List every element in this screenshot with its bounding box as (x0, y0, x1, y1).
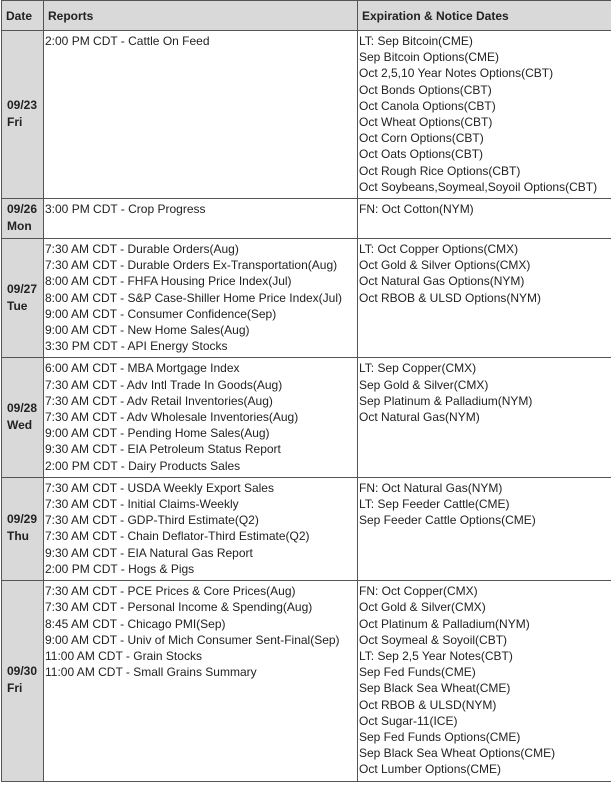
report-item: 2:00 PM CDT - Dairy Products Sales (45, 458, 241, 473)
expiration-item: Sep Feeder Cattle Options(CME) (359, 513, 536, 528)
expiration-item: Sep Bitcoin Options(CME) (359, 50, 500, 65)
expiration-item: Oct Wheat Options(CBT) (359, 115, 493, 130)
date-cell (2, 239, 44, 358)
expiration-item: Oct 2,5,10 Year Notes Options(CBT) (359, 66, 554, 81)
reports-cell (44, 581, 358, 781)
date-label: 09/23 (7, 98, 38, 113)
header-row (2, 1, 611, 31)
report-item: 7:30 AM CDT - PCE Prices & Core Prices(Aug) (45, 584, 296, 599)
expiration-item: LT: Sep Feeder Cattle(CME) (359, 497, 510, 512)
report-item: 7:30 AM CDT - Durable Orders Ex-Transportation(Aug) (45, 258, 338, 273)
table-row (2, 239, 611, 358)
expiration-item: Oct Platinum & Palladium(NYM) (359, 616, 530, 631)
report-item: 7:30 AM CDT - Initial Claims-Weekly (45, 497, 239, 512)
report-item: 7:30 AM CDT - Adv Wholesale Inventories(Aug) (45, 410, 299, 425)
expiration-column-header: Expiration & Notice Dates (358, 1, 611, 31)
expiration-item: FN: Oct Copper(CMX) (359, 584, 478, 599)
expiration-item: LT: Sep Bitcoin(CME) (359, 34, 473, 48)
weekday-label: Wed (7, 418, 33, 433)
reports-cell (44, 31, 358, 199)
report-item: 7:30 AM CDT - Chain Deflator-Third Estimate(Q2) (45, 529, 310, 544)
expiration-item: LT: Sep Copper(CMX) (359, 361, 477, 376)
report-item: 6:00 AM CDT - MBA Mortgage Index (45, 361, 240, 376)
expiration-cell (358, 31, 611, 199)
expiration-cell (358, 199, 611, 239)
expiration-item: Oct Soymeal & Soyoil(CBT) (359, 632, 508, 647)
table-row (2, 358, 611, 477)
date-column-header: Date (2, 1, 44, 31)
expiration-item: FN: Oct Natural Gas(NYM) (359, 480, 503, 495)
expiration-cell (358, 581, 611, 781)
report-item: 2:00 PM CDT - Cattle On Feed (45, 34, 210, 48)
report-item: 9:00 AM CDT - Consumer Confidence(Sep) (45, 306, 277, 321)
expiration-item: Oct Lumber Options(CME) (359, 762, 502, 777)
expiration-item: Oct Natural Gas(NYM) (359, 410, 480, 425)
report-item: 7:30 AM CDT - Adv Intl Trade In Goods(Aug) (45, 377, 283, 392)
expiration-item: Oct Gold & Silver(CMX) (359, 600, 486, 615)
report-item: 8:00 AM CDT - FHFA Housing Price Index(Jul) (45, 274, 292, 289)
report-item: 7:30 AM CDT - GDP-Third Estimate(Q2) (45, 513, 259, 528)
table-row (2, 31, 611, 199)
expiration-item: Oct RBOB & ULSD Options(NYM) (359, 290, 542, 305)
expiration-cell (358, 477, 611, 580)
report-item: 7:30 AM CDT - Durable Orders(Aug) (45, 242, 239, 257)
expiration-item: Oct RBOB & ULSD(NYM) (359, 697, 497, 712)
date-cell (2, 581, 44, 781)
report-item: 9:00 AM CDT - Univ of Mich Consumer Sent-Final(Sep) (45, 632, 340, 647)
date-cell (2, 477, 44, 580)
expiration-item: Oct Corn Options(CBT) (359, 131, 484, 146)
expiration-item: Oct Bonds Options(CBT) (359, 82, 492, 97)
reports-cell (44, 199, 358, 239)
report-item: 3:30 PM CDT - API Energy Stocks (45, 339, 228, 354)
report-item: 8:00 AM CDT - S&P Case-Shiller Home Price Index(Jul) (45, 290, 342, 305)
report-item: 7:30 AM CDT - USDA Weekly Export Sales (45, 480, 274, 495)
expiration-item: Oct Canola Options(CBT) (359, 98, 496, 113)
report-item: 11:00 AM CDT - Small Grains Summary (45, 665, 257, 680)
report-item: 2:00 PM CDT - Hogs & Pigs (45, 561, 195, 576)
expiration-item: Oct Oats Options(CBT) (359, 147, 484, 162)
table-row (2, 199, 611, 239)
weekday-label: Fri (7, 681, 23, 696)
expiration-item: Oct Sugar-11(ICE) (359, 713, 458, 728)
date-label: 09/26 (7, 202, 38, 217)
date-label: 09/27 (7, 281, 38, 296)
date-cell (2, 358, 44, 477)
weekday-label: Tue (7, 298, 28, 313)
expiration-item: Oct Gold & Silver Options(CMX) (359, 258, 531, 273)
expiration-item: Sep Fed Funds Options(CME) (359, 729, 521, 744)
expiration-item: Oct Soybeans,Soymeal,Soyoil Options(CBT) (359, 179, 598, 194)
expiration-item: Oct Rough Rice Options(CBT) (359, 163, 521, 178)
reports-cell (44, 239, 358, 358)
expiration-item: FN: Oct Cotton(NYM) (359, 202, 474, 217)
report-item: 9:30 AM CDT - EIA Natural Gas Report (45, 545, 253, 560)
expiration-item: Sep Gold & Silver(CMX) (359, 377, 489, 392)
weekday-label: Fri (7, 115, 23, 130)
weekday-label: Thu (7, 529, 29, 544)
expiration-item: Sep Black Sea Wheat Options(CME) (359, 746, 556, 761)
reports-cell (44, 477, 358, 580)
report-item: 7:30 AM CDT - Personal Income & Spending(Aug) (45, 600, 313, 615)
table-row (2, 477, 611, 580)
expiration-item: LT: Sep 2,5 Year Notes(CBT) (359, 648, 513, 663)
expiration-cell (358, 358, 611, 477)
report-item: 3:00 PM CDT - Crop Progress (45, 202, 206, 217)
reports-cell (44, 358, 358, 477)
report-item: 7:30 AM CDT - Adv Retail Inventories(Aug) (45, 393, 273, 408)
report-item: 9:30 AM CDT - EIA Petroleum Status Report (45, 442, 281, 457)
report-item: 9:00 AM CDT - New Home Sales(Aug) (45, 323, 250, 338)
expiration-item: Sep Black Sea Wheat(CME) (359, 681, 511, 696)
calendar-table (1, 0, 611, 782)
expiration-item: Oct Natural Gas Options(NYM) (359, 274, 525, 289)
date-cell (2, 31, 44, 199)
report-item: 11:00 AM CDT - Grain Stocks (45, 648, 202, 663)
report-item: 9:00 AM CDT - Pending Home Sales(Aug) (45, 426, 270, 441)
reports-column-header: Reports (44, 1, 358, 31)
table-row (2, 581, 611, 781)
date-label: 09/29 (7, 512, 38, 527)
report-item: 8:45 AM CDT - Chicago PMI(Sep) (45, 616, 226, 631)
weekday-label: Mon (7, 219, 32, 234)
date-label: 09/28 (7, 401, 38, 416)
expiration-cell (358, 239, 611, 358)
date-cell (2, 199, 44, 239)
expiration-item: LT: Oct Copper Options(CMX) (359, 242, 519, 257)
expiration-item: Sep Fed Funds(CME) (359, 665, 476, 680)
expiration-item: Sep Platinum & Palladium(NYM) (359, 393, 533, 408)
date-label: 09/30 (7, 664, 38, 679)
